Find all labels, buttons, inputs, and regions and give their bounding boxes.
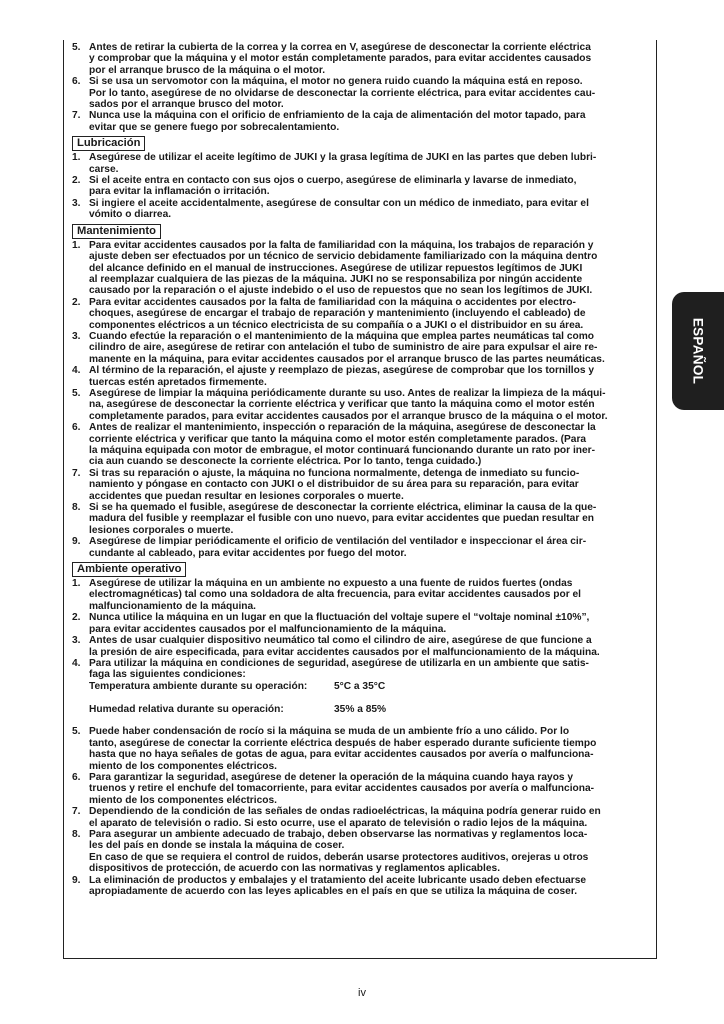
section-title-lubricacion: Lubricación (72, 136, 145, 151)
list-item (72, 198, 650, 221)
item-number: 7. (72, 467, 81, 479)
ambiente-list (72, 578, 650, 897)
list-item (72, 240, 650, 297)
item-text: Si el aceite entra en contacto con sus ojos o cuerpo, asegúrese de eliminarla y lavarse de inmediato, para evitar la inflamación o irritación. (89, 175, 577, 198)
list-item (72, 578, 650, 612)
list-item (72, 468, 650, 502)
item-number: 8. (72, 502, 81, 514)
item-number: 5. (72, 726, 81, 738)
item-number: 2. (72, 612, 81, 624)
item-number: 9. (72, 536, 81, 548)
list-item (72, 152, 650, 175)
list-item (72, 612, 650, 635)
list-item (72, 297, 650, 331)
item-number: 7. (72, 806, 81, 818)
item-text: Para evitar accidentes causados por la falta de familiaridad con la máquina o accidentes por electro- choques, asegúrese de encargar el trabajo de reparación y mantenimiento (incluyendo el cableado) de componentes eléctricos a un técnico electricista de su compañía o a JUKI o el distribuidor en su área. (89, 296, 586, 331)
item-text: Dependiendo de la condición de las señales de ondas radioeléctricas, la máquina podría generar ruido en el aparato de televisión o radio. Si esto ocurre, use el aparato de televisión o radio lejos de la máquina. (89, 806, 601, 829)
item-text: Para evitar accidentes causados por la falta de familiaridad con la máquina, los trabajos de reparación y ajuste deben ser efectuados por un técnico de servicio debidamente familiarizado con la máquina dentro del alcance definido en el manual de instrucciones. Asegúrese de utilizar repuestos legítimos de JUKI al reemplazar cualquiera de las piezas de la máquina. JUKI no se responsabiliza por ningún accidente causado por la reparación o el ajuste indebido o el uso de repuestos que no sean los legítimos de JUKI. (89, 239, 598, 297)
list-item (72, 726, 650, 772)
item-number: 4. (72, 365, 81, 377)
item-number: 3. (72, 635, 81, 647)
list-item (72, 388, 650, 422)
item-number: 5. (72, 42, 81, 53)
item-text: Si tras su reparación o ajuste, la máquina no funciona normalmente, detenga de inmediato su funcio- namiento y póngase en contacto con JUKI o el distribuidor de su área para su reparación, para evitar accidentes que puedan resultar en lesiones corporales o muerte. (89, 467, 580, 502)
item-number: 2. (72, 296, 81, 308)
list-item (72, 365, 650, 388)
item-text: Asegúrese de utilizar la máquina en un ambiente no expuesto a una fuente de ruidos fuertes (ondas electromagnéticas) tal como una soldadora de alta frecuencia, para evitar accidentes causados por el malfuncionamiento de la máquina. (89, 578, 582, 612)
condition-value: 5°C a 35°C (334, 680, 386, 692)
item-number: 3. (72, 197, 81, 209)
list-item (72, 331, 650, 365)
section-title-ambiente: Ambiente operativo (72, 562, 186, 577)
list-item (72, 422, 650, 468)
condition-row (89, 681, 650, 692)
item-text: Asegúrese de utilizar el aceite legítimo de JUKI y la grasa legítima de JUKI en las partes que deben lubri- carse. (89, 152, 597, 175)
item-text: Nunca utilice la máquina en un lugar en que la fluctuación del voltaje supere el “voltaje nominal ±10%”, para evitar accidentes causados por el malfuncionamiento de la máquina. (89, 612, 590, 635)
item-text: Para asegurar un ambiente adecuado de trabajo, deben observarse las normativas y reglamentos loca- les del país en donde se instala la máquina de coser. En caso de que se requiera el control de ruidos, deberán usarse protectores auditivos, orejeras u otros dispositivos de protección, de acuerdo con las normativas y reglamentos aplicables. (89, 829, 589, 875)
list-item (72, 658, 650, 726)
item-text: Cuando efectúe la reparación o el mantenimiento de la máquina que emplea partes neumáticas tal como cilindro de aire, asegúrese de retirar con antelación el tubo de suministro de aire para expulsar el aire re- manente en la máquina, para evitar accidentes causados por el arranque brusco de las partes neumáticas. (89, 330, 605, 365)
list-item (72, 175, 650, 198)
item-number: 6. (72, 771, 81, 783)
list-item (72, 502, 650, 536)
list-item (72, 806, 650, 829)
list-item (72, 875, 650, 898)
list-item (72, 829, 650, 875)
item-number: 1. (72, 152, 81, 164)
safety-precautions-content (72, 42, 650, 897)
item-text: Antes de realizar el mantenimiento, inspección o reparación de la máquina, asegúrese de desconectar la corriente eléctrica y verificar que tanto la máquina como el motor estén completamente parados. (Para la máquina equipada con motor de embrague, el motor continuará funcionando durante un rato por iner- cia aun cuando se desconecte la corriente eléctrica. Por lo tanto, tenga cuidado.) (89, 422, 596, 468)
item-text: Si se ha quemado el fusible, asegúrese de desconectar la corriente eléctrica, eliminar la causa de la que- madura del fusible y reemplazar el fusible con uno nuevo, para evitar accidentes que puedan resultar en lesiones corporales o muerte. (89, 502, 597, 536)
condition-label: Humedad relativa durante su operación: (89, 703, 284, 715)
item-number: 1. (72, 239, 81, 251)
item-number: 7. (72, 110, 81, 122)
list-item (72, 76, 650, 110)
item-text: Para utilizar la máquina en condiciones de seguridad, asegúrese de utilizarla en un ambiente que satis- faga las siguientes condiciones: (89, 657, 589, 681)
item-number: 9. (72, 874, 81, 886)
item-text: Nunca use la máquina con el orificio de enfriamiento de la caja de alimentación del motor tapado, para evitar que se genere fuego por sobrecalentamiento. (89, 110, 586, 133)
item-text: Antes de usar cualquier dispositivo neumático tal como el cilindro de aire, asegúrese de que funcione a la presión de aire especificada, para evitar accidentes causados por el malfuncionamiento de la máquina. (89, 635, 600, 658)
page-number: iv (358, 987, 366, 999)
item-text: La eliminación de productos y embalajes y el tratamiento del aceite lubricante usado deben efectuarse apropiadamente de acuerdo con las leyes aplicables en el país en que se utiliza la máquina de coser. (89, 874, 587, 898)
item-text: Si ingiere el aceite accidentalmente, asegúrese de consultar con un médico de inmediato, para evitar el vómito o diarrea. (89, 197, 589, 221)
item-text: Puede haber condensación de rocío si la máquina se muda de un ambiente frío a uno cálido. Por lo tanto, asegúrese de conectar la corriente eléctrica después de haber esperado durante suficiente tiempo hasta que no haya señales de gotas de agua, para evitar accidentes causados por avería o malfunciona- miento de los componentes eléctricos. (89, 726, 597, 772)
language-label: ESPAÑOL (690, 317, 706, 385)
list-item (72, 772, 650, 806)
item-text: Asegúrese de limpiar periódicamente el orificio de ventilación del ventilador e inspeccionar el área cir- cundante al cableado, para evitar accidentes por fuego del motor. (89, 536, 587, 559)
mantenimiento-list (72, 240, 650, 559)
top-list (72, 42, 650, 133)
item-text: Para garantizar la seguridad, asegúrese de detener la operación de la máquina cuando haya rayos y truenos y retire el enchufe del tomacorriente, para evitar accidentes causados por avería o malfunciona- miento de los componentes eléctricos. (89, 771, 595, 806)
section-title-mantenimiento: Mantenimiento (72, 224, 161, 239)
item-number: 6. (72, 422, 81, 434)
lubricacion-list (72, 152, 650, 220)
item-text: Asegúrese de limpiar la máquina periódicamente durante su uso. Antes de realizar la limpieza de la máqui- na, asegúrese de desconectar la corriente eléctrica y verificar que tanto la máquina como el motor estén completamente parados, para evitar accidentes causados por el arranque brusco de la máquina o el motor. (89, 387, 608, 422)
condition-value: 35% a 85% (334, 703, 387, 715)
list-item (72, 536, 650, 559)
item-number: 8. (72, 829, 81, 840)
item-number: 3. (72, 330, 81, 342)
list-item (72, 635, 650, 658)
list-item (72, 42, 650, 76)
condition-row (89, 704, 650, 715)
item-number: 1. (72, 578, 81, 590)
item-text: Al término de la reparación, el ajuste y reemplazo de piezas, asegúrese de comprobar que los tornillos y tuercas estén apretados firmemente. (89, 365, 595, 388)
list-item (72, 110, 650, 133)
item-number: 5. (72, 387, 81, 399)
item-number: 6. (72, 76, 81, 88)
item-number: 4. (72, 657, 81, 669)
condition-label: Temperatura ambiente durante su operación: (89, 680, 308, 692)
item-number: 2. (72, 175, 81, 187)
item-text: Si se usa un servomotor con la máquina, el motor no genera ruido cuando la máquina está en reposo. Por lo tanto, asegúrese de no olvidarse de desconectar la corriente eléctrica, para evitar accidentes cau- sados por el arranque brusco del motor. (89, 76, 596, 111)
language-side-tab (672, 292, 724, 410)
item-text: Antes de retirar la cubierta de la correa y la correa en V, asegúrese de desconectar la corriente eléctrica y comprobar que la máquina y el motor están completamente parados, para evitar accidentes causados por el arranque brusco de la máquina o el motor. (89, 42, 592, 76)
